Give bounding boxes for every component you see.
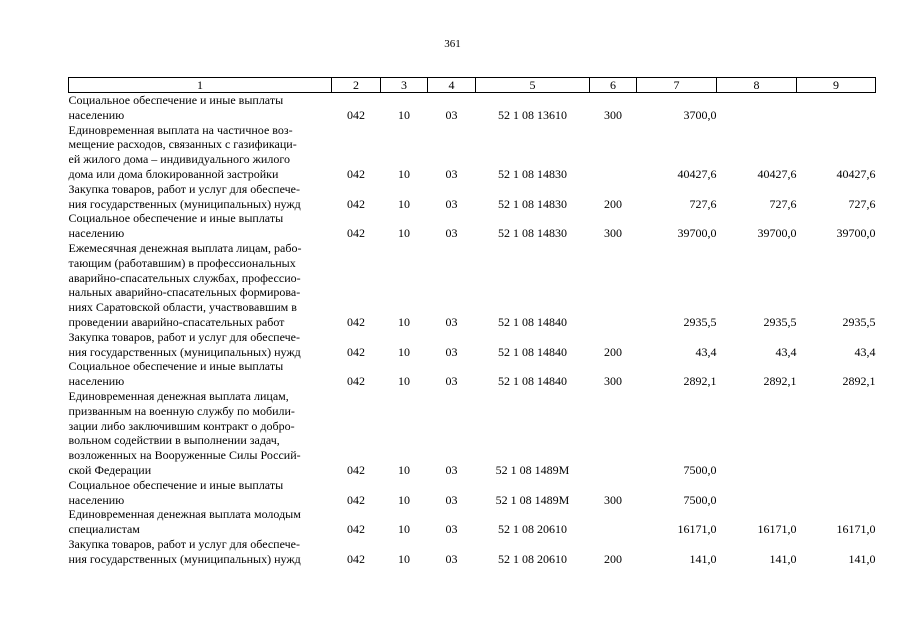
row-name-line: Социальное обеспечение и иные выплаты [68,93,284,107]
target-article-code: 52 1 08 14840 [498,344,567,359]
row-name-line: Социальное обеспечение и иные выплаты [68,477,284,492]
table-row [69,330,876,360]
row-name-line: вольном содействии в выполнении задач, [68,433,280,448]
column-header: 3 [381,78,428,93]
amount-year-2 [717,389,797,478]
expense-type-code: 300 [604,374,622,389]
expense-type-code [590,507,637,537]
row-name-line: ния государственных (муниципальных) нужд [68,551,301,566]
target-article-code: 52 1 08 20610 [498,551,567,566]
table-row [69,93,876,123]
amount-year-1: 40427,6 [677,166,717,181]
amount-year-2: 141,0 [769,551,797,566]
amount-year-3: 2935,5 [842,314,876,329]
column-header: 5 [476,78,590,93]
column-header: 1 [69,78,332,93]
ministry-code: 042 [347,462,365,477]
section-code: 10 [398,374,410,389]
row-name-line: Единовременная денежная выплата лицам, [68,388,289,403]
amount-year-1: 3700,0 [683,107,717,122]
section-code: 10 [398,107,410,122]
amount-year-1: 2892,1 [683,374,717,389]
column-header: 8 [717,78,797,93]
row-name-line: населению [68,107,125,122]
ministry-code: 042 [347,314,365,329]
row-name [69,330,332,360]
amount-year-1: 141,0 [689,551,717,566]
table-row [69,478,876,508]
subsection-code: 03 [445,374,458,389]
section-code: 10 [398,492,410,507]
row-name-line: специалистам [68,522,140,537]
row-name-line: мещение расходов, связанных с газификаци- [68,137,297,152]
ministry-code: 042 [347,522,365,537]
row-name [69,359,332,389]
ministry-code: 042 [347,344,365,359]
expense-type-code: 200 [604,551,622,566]
amount-year-3: 40427,6 [836,166,876,181]
subsection-code: 03 [445,492,458,507]
row-name-line: возложенных на Вооруженные Силы Россий- [68,448,301,463]
expense-type-code: 300 [604,226,622,241]
amount-year-3: 141,0 [848,551,876,566]
row-name-line: Закупка товаров, работ и услуг для обеспече- [68,536,300,551]
amount-year-2: 43,4 [775,344,797,359]
row-name [69,507,332,537]
amount-year-2: 727,6 [769,196,797,211]
column-header: 9 [797,78,876,93]
subsection-code: 03 [445,196,458,211]
amount-year-3 [797,93,876,123]
table-row [69,537,876,567]
target-article-code: 52 1 08 14840 [498,314,567,329]
row-name-line: Закупка товаров, работ и услуг для обеспече- [68,329,300,344]
amount-year-1: 43,4 [695,344,717,359]
subsection-code: 03 [445,314,458,329]
target-article-code: 52 1 08 14830 [498,226,567,241]
amount-year-2: 40427,6 [757,166,797,181]
table-row [69,211,876,241]
row-name-line: Ежемесячная денежная выплата лицам, рабо- [68,240,302,255]
row-name-line: зации либо заключившим контракт о добро- [68,418,295,433]
expense-type-code: 300 [604,107,622,122]
expense-type-code [590,123,637,182]
subsection-code: 03 [445,166,458,181]
table-row [69,182,876,212]
column-number-row [69,78,876,93]
amount-year-2: 16171,0 [757,522,797,537]
amount-year-3: 43,4 [854,344,876,359]
row-name [69,241,332,330]
section-code: 10 [398,196,410,211]
section-code: 10 [398,314,410,329]
amount-year-1: 7500,0 [683,492,717,507]
section-code: 10 [398,551,410,566]
amount-year-2 [717,93,797,123]
row-name-line: тающим (работавшим) в профессиональных [68,255,296,270]
column-header: 2 [332,78,381,93]
expense-type-code [590,241,637,330]
amount-year-2 [717,478,797,508]
row-name-line: аварийно-спасательных службах, профессио- [68,270,301,285]
amount-year-1: 16171,0 [677,522,717,537]
column-header: 7 [637,78,717,93]
subsection-code: 03 [445,107,458,122]
row-name [69,182,332,212]
subsection-code: 03 [445,551,458,566]
amount-year-3: 727,6 [848,196,876,211]
amount-year-1: 727,6 [689,196,717,211]
row-name-line: нальных аварийно-спасательных формирова- [68,285,301,300]
section-code: 10 [398,344,410,359]
row-name [69,93,332,123]
row-name [69,537,332,567]
target-article-code: 52 1 08 14830 [498,196,567,211]
expense-type-code: 300 [604,492,622,507]
row-name-line: ской Федерации [68,462,152,477]
column-header: 6 [590,78,637,93]
subsection-code: 03 [445,462,458,477]
row-name-line: Единовременная денежная выплата молодым [68,507,301,522]
row-name-line: ей жилого дома – индивидуального жилого [68,152,290,167]
target-article-code: 52 1 08 20610 [498,522,567,537]
amount-year-2: 39700,0 [757,226,797,241]
budget-table [68,77,876,567]
row-name-line: населению [68,492,125,507]
row-name-line: призванным на военную службу по мобили- [68,403,295,418]
amount-year-1: 2935,5 [683,314,717,329]
amount-year-3: 2892,1 [842,374,876,389]
amount-year-3 [797,478,876,508]
table-row [69,123,876,182]
row-name [69,389,332,478]
section-code: 10 [398,462,410,477]
row-name-line: населению [68,374,125,389]
table-body [69,93,876,567]
row-name [69,478,332,508]
section-code: 10 [398,226,410,241]
row-name [69,211,332,241]
row-name-line: Социальное обеспечение и иные выплаты [68,359,284,374]
subsection-code: 03 [445,226,458,241]
amount-year-3 [797,389,876,478]
row-name-line: ния государственных (муниципальных) нужд [68,344,301,359]
target-article-code: 52 1 08 14840 [498,374,567,389]
column-header: 4 [428,78,476,93]
ministry-code: 042 [347,166,365,181]
expense-type-code [590,389,637,478]
expense-type-code: 200 [604,344,622,359]
row-name [69,123,332,182]
table-row [69,241,876,330]
amount-year-3: 39700,0 [836,226,876,241]
table-row [69,359,876,389]
ministry-code: 042 [347,492,365,507]
row-name-line: дома или дома блокированной застройки [68,166,279,181]
target-article-code: 52 1 08 13610 [498,107,567,122]
table-row [69,507,876,537]
ministry-code: 042 [347,226,365,241]
amount-year-1: 7500,0 [683,462,717,477]
section-code: 10 [398,522,410,537]
row-name-line: Закупка товаров, работ и услуг для обеспече- [68,181,300,196]
amount-year-3: 16171,0 [836,522,876,537]
subsection-code: 03 [445,522,458,537]
row-name-line: проведении аварийно-спасательных работ [68,314,285,329]
subsection-code: 03 [445,344,458,359]
target-article-code: 52 1 08 14830 [498,166,567,181]
amount-year-1: 39700,0 [677,226,717,241]
row-name-line: Социальное обеспечение и иные выплаты [68,211,284,226]
row-name-line: Единовременная выплата на частичное воз- [68,122,293,137]
row-name-line: ниях Саратовской области, участвовавшим в [68,300,297,315]
ministry-code: 042 [347,107,365,122]
row-name-line: ния государственных (муниципальных) нужд [68,196,301,211]
target-article-code: 52 1 08 1489М [495,462,570,477]
amount-year-2: 2935,5 [763,314,797,329]
expense-type-code: 200 [604,196,622,211]
section-code: 10 [398,166,410,181]
table-row [69,389,876,478]
ministry-code: 042 [347,196,365,211]
page-number: 361 [444,38,461,50]
ministry-code: 042 [347,551,365,566]
amount-year-2: 2892,1 [763,374,797,389]
row-name-line: населению [68,226,125,241]
ministry-code: 042 [347,374,365,389]
target-article-code: 52 1 08 1489М [495,492,570,507]
